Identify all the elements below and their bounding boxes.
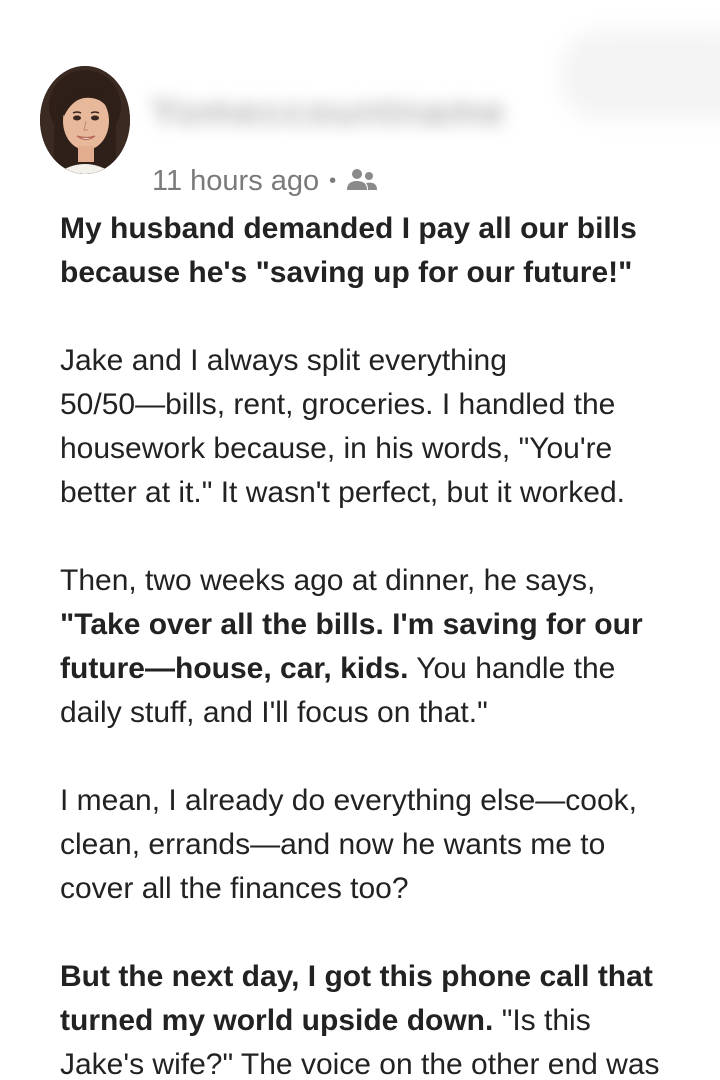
text-line: Jake and I always split everything — [60, 344, 507, 377]
post-meta — [152, 163, 378, 199]
bold-text: But the next day, I got this phone call that — [60, 960, 653, 993]
text-line: housework because, in his words, "You're — [60, 432, 613, 465]
post-title — [60, 207, 700, 295]
author-name[interactable]: Yomeccountname — [150, 90, 506, 134]
text-line: Then, two weeks ago at dinner, he says, — [60, 564, 596, 597]
text-line: daily stuff, and I'll focus on that." — [60, 696, 488, 729]
text-line: I mean, I already do everything else—cook, — [60, 784, 637, 817]
text-line: 50/50—bills, rent, groceries. I handled the — [60, 388, 616, 421]
text-line: Jake's wife?" The voice on the other end was — [60, 1048, 660, 1080]
blurred-corner-element — [560, 30, 720, 120]
friends-icon[interactable] — [346, 166, 378, 196]
avatar[interactable] — [40, 66, 130, 174]
title-line: because he's "saving up for our future!" — [60, 256, 633, 289]
profile-photo-icon — [40, 66, 130, 174]
text-line: better at it." It wasn't perfect, but it worked. — [60, 476, 625, 509]
text-fragment: "Is this — [493, 1004, 591, 1037]
paragraph-1 — [60, 339, 700, 515]
meta-separator: • — [329, 169, 337, 192]
bold-text: "Take over all the bills. I'm saving for our — [60, 608, 643, 641]
bold-text: turned my world upside down. — [60, 1004, 494, 1037]
post-timestamp[interactable]: 11 hours ago — [152, 164, 320, 197]
paragraph-3 — [60, 779, 700, 911]
bold-text: future—house, car, kids. — [60, 652, 409, 685]
text-line: clean, errands—and now he wants me to — [60, 828, 606, 861]
text-line: cover all the finances too? — [60, 872, 409, 905]
text-fragment: You handle the — [408, 652, 616, 685]
post-body — [60, 207, 700, 1080]
title-line: My husband demanded I pay all our bills — [60, 212, 637, 245]
paragraph-4 — [60, 955, 700, 1080]
paragraph-2 — [60, 559, 700, 735]
